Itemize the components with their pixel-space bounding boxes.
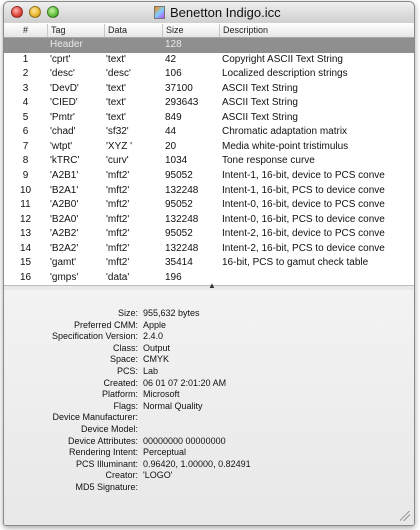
cell-description: ASCII Text String — [222, 82, 298, 94]
cell-description: Chromatic adaptation matrix — [222, 126, 348, 138]
info-value: CMYK — [143, 354, 170, 365]
info-row — [4, 389, 414, 401]
cell-size: 106 — [165, 68, 182, 80]
cell-description: ASCII Text String — [222, 97, 298, 109]
cell-index: 1 — [22, 53, 29, 65]
cell-size: 20 — [165, 140, 177, 152]
cell-size: 293643 — [165, 97, 199, 109]
cell-size: 37100 — [165, 82, 193, 94]
info-label: Creator: — [105, 470, 138, 481]
cell-description: Copyright ASCII Text String — [222, 53, 343, 65]
info-row — [4, 343, 414, 355]
table-row[interactable] — [4, 67, 414, 82]
info-row — [4, 459, 414, 471]
profile-window — [3, 1, 415, 526]
cell-index: 10 — [19, 184, 32, 196]
cell-tag: 'chad' — [50, 126, 76, 138]
cell-data: 'mft2' — [106, 169, 130, 181]
cell-data: 'mft2' — [106, 184, 130, 196]
table-header — [4, 23, 414, 38]
cell-description: Tone response curve — [222, 155, 315, 167]
column-header-size[interactable]: Size — [162, 24, 219, 37]
cell-index: 14 — [19, 242, 32, 254]
cell-tag: 'Pmtr' — [50, 111, 75, 123]
cell-data: 'data' — [106, 271, 130, 283]
cell-tag: Header — [50, 39, 83, 50]
cell-description: Intent-2, 16-bit, PCS to device conve — [222, 242, 385, 254]
cell-data: 'text' — [106, 111, 126, 123]
table-row[interactable] — [4, 111, 414, 126]
cell-size: 196 — [165, 271, 182, 283]
cell-size: 132248 — [165, 242, 199, 254]
table-row[interactable] — [4, 53, 414, 68]
column-header-description[interactable]: Description — [219, 24, 414, 37]
cell-data: 'mft2' — [106, 257, 130, 269]
cell-size: 1034 — [165, 155, 188, 167]
cell-size: 128 — [165, 39, 182, 50]
info-label: Size: — [117, 308, 138, 318]
info-value: 06 01 07 2:01:20 AM — [143, 377, 227, 388]
cell-description: Intent-1, 16-bit, device to PCS conve — [222, 169, 385, 181]
cell-size: 35414 — [165, 257, 193, 269]
cell-data: 'mft2' — [106, 199, 130, 211]
info-row — [4, 424, 414, 436]
info-value: Lab — [143, 366, 159, 376]
cell-index: 12 — [19, 213, 32, 225]
info-row — [4, 331, 414, 343]
window-title: Benetton Indigo.icc — [170, 5, 281, 20]
cell-index: 4 — [22, 97, 29, 109]
table-row[interactable] — [4, 256, 414, 271]
title-bar[interactable] — [4, 2, 414, 24]
info-row — [4, 436, 414, 448]
cell-size: 132248 — [165, 184, 199, 196]
cell-index: 2 — [22, 68, 29, 80]
cell-index: 5 — [22, 111, 29, 123]
info-value: 955,632 bytes — [143, 308, 200, 318]
info-value: 0.96420, 1.00000, 0.82491 — [143, 458, 251, 469]
info-label: Rendering Intent: — [68, 447, 138, 458]
cell-tag: 'CIED' — [50, 97, 78, 109]
info-row — [4, 354, 414, 366]
info-value: Output — [143, 342, 171, 353]
cell-description: 16-bit, PCS to gamut check table — [222, 257, 369, 269]
resize-grip-icon[interactable] — [400, 511, 410, 521]
table-row[interactable] — [4, 198, 414, 213]
cell-tag: 'kTRC' — [50, 155, 80, 167]
profile-info-panel — [4, 290, 414, 525]
info-value: Normal Quality — [143, 400, 203, 411]
info-row — [4, 482, 414, 494]
cell-size: 42 — [165, 53, 177, 65]
cell-description: Intent-2, 16-bit, device to PCS conve — [222, 228, 385, 240]
info-value: 2.4.0 — [143, 331, 164, 342]
cell-size: 95052 — [165, 169, 193, 181]
cell-data: 'mft2' — [106, 213, 130, 225]
info-row — [4, 378, 414, 390]
info-label: Flags: — [113, 400, 138, 411]
info-row — [4, 470, 414, 482]
cell-description: Localized description strings — [222, 68, 348, 80]
collapse-arrow-icon[interactable]: ▲ — [208, 281, 216, 290]
column-header-data[interactable]: Data — [104, 24, 162, 37]
table-row[interactable] — [4, 82, 414, 97]
info-value: Perceptual — [143, 447, 187, 458]
info-label: Class: — [112, 342, 138, 353]
cell-tag: 'A2B0' — [50, 199, 79, 211]
cell-index: 8 — [22, 155, 29, 167]
table-row[interactable] — [4, 96, 414, 111]
cell-tag: 'B2A1' — [50, 184, 79, 196]
info-label: Platform: — [101, 389, 138, 400]
cell-tag: 'gmps' — [50, 271, 79, 283]
table-row[interactable] — [4, 184, 414, 199]
close-button[interactable] — [11, 6, 23, 18]
table-row-header[interactable] — [4, 38, 414, 53]
cell-index: 6 — [22, 126, 29, 138]
table-row[interactable] — [4, 125, 414, 140]
cell-index: 7 — [22, 140, 29, 152]
info-value: 'LOGO' — [143, 470, 173, 481]
table-row[interactable] — [4, 227, 414, 242]
column-header-index[interactable]: # — [22, 25, 28, 35]
cell-description: ASCII Text String — [222, 111, 298, 123]
cell-data: 'XYZ ' — [106, 140, 133, 152]
cell-index: 11 — [20, 199, 31, 211]
cell-tag: 'wtpt' — [50, 140, 73, 152]
minimize-button[interactable] — [29, 6, 41, 18]
info-row — [4, 308, 414, 320]
info-row — [4, 401, 414, 413]
info-label: MD5 Signature: — [75, 482, 138, 492]
cell-description: Media white-point tristimulus — [222, 140, 349, 152]
cell-size: 44 — [165, 126, 177, 138]
cell-tag: 'DevD' — [50, 82, 79, 94]
zoom-button[interactable] — [47, 6, 59, 18]
info-label: Device Manufacturer: — [52, 412, 138, 423]
cell-index: 16 — [19, 271, 32, 283]
cell-description: Intent-1, 16-bit, PCS to device conve — [222, 184, 385, 196]
info-label: Preferred CMM: — [73, 319, 138, 330]
cell-size: 95052 — [165, 199, 193, 211]
cell-data: 'text' — [106, 53, 126, 65]
cell-index: 3 — [22, 82, 29, 94]
info-label: Device Model: — [80, 424, 138, 434]
cell-data: 'sf32' — [106, 126, 129, 138]
info-value: Apple — [143, 319, 167, 330]
cell-data: 'mft2' — [106, 242, 130, 254]
info-label: PCS: — [116, 366, 138, 376]
table-row[interactable] — [4, 169, 414, 184]
table-row[interactable] — [4, 140, 414, 155]
cell-data: 'text' — [106, 82, 126, 94]
info-row — [4, 320, 414, 332]
table-row[interactable] — [4, 154, 414, 169]
info-label: Space: — [109, 354, 138, 365]
cell-size: 95052 — [165, 228, 193, 240]
info-row — [4, 366, 414, 378]
cell-size: 132248 — [165, 213, 199, 225]
table-row[interactable] — [4, 242, 414, 257]
cell-tag: 'B2A0' — [50, 213, 79, 225]
info-value: 00000000 00000000 — [143, 435, 226, 446]
info-row — [4, 447, 414, 459]
cell-size: 849 — [165, 111, 182, 123]
table-row[interactable] — [4, 213, 414, 228]
cell-index: 15 — [19, 257, 32, 269]
cell-tag: 'B2A2' — [50, 242, 79, 254]
cell-tag: 'cprt' — [50, 53, 71, 65]
cell-description: Intent-0, 16-bit, device to PCS conve — [222, 199, 385, 211]
info-row — [4, 412, 414, 424]
info-label: Specification Version: — [51, 331, 138, 342]
cell-tag: 'A2B2' — [50, 228, 79, 240]
cell-description: Intent-0, 16-bit, PCS to device conve — [222, 213, 385, 225]
cell-tag: 'gamt' — [50, 257, 77, 269]
tag-table[interactable] — [4, 23, 414, 285]
cell-data: 'mft2' — [106, 228, 130, 240]
cell-tag: 'desc' — [50, 68, 75, 80]
cell-data: 'desc' — [106, 68, 131, 80]
cell-tag: 'A2B1' — [50, 169, 79, 181]
cell-data: 'curv' — [106, 155, 129, 167]
info-label: Created: — [103, 377, 138, 388]
column-header-tag[interactable]: Tag — [47, 24, 104, 37]
info-label: PCS Illuminant: — [75, 458, 138, 469]
cell-index: 9 — [22, 169, 29, 181]
icc-document-icon — [154, 6, 165, 19]
info-label: Device Attributes: — [67, 435, 138, 446]
info-value: Microsoft — [143, 389, 180, 400]
cell-index: 13 — [19, 228, 32, 240]
cell-data: 'text' — [106, 97, 126, 109]
